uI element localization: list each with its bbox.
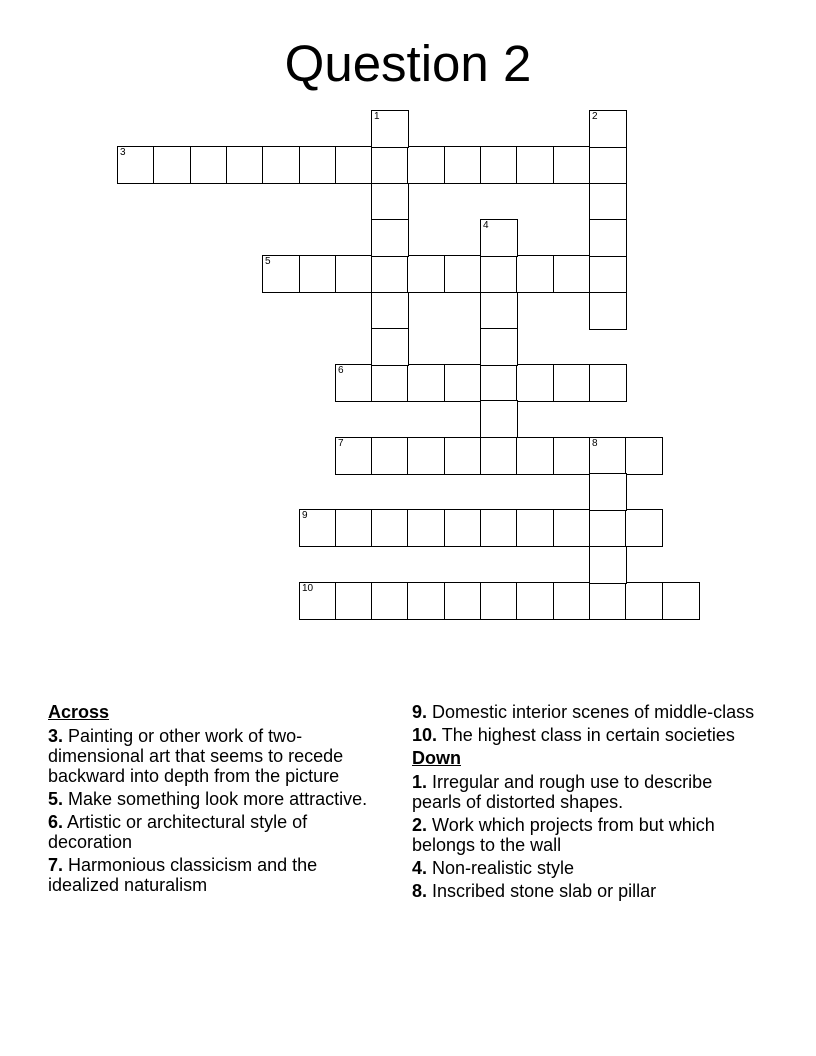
clue-text: The highest class in certain societies (441, 725, 735, 745)
grid-cell[interactable] (371, 146, 409, 184)
grid-cell[interactable] (516, 509, 554, 547)
grid-cell[interactable] (480, 146, 518, 184)
clue-number: 3. (48, 726, 64, 746)
grid-cell[interactable] (407, 146, 445, 184)
clue-down-2 (412, 815, 757, 855)
grid-cell[interactable] (335, 582, 373, 620)
grid-cell[interactable] (589, 146, 627, 184)
grid-cell[interactable] (589, 292, 627, 330)
clue-number: 8. (412, 881, 428, 901)
grid-cell[interactable] (407, 509, 445, 547)
grid-cell[interactable] (480, 328, 518, 366)
grid-cell[interactable] (480, 255, 518, 293)
cell-number: 10 (302, 583, 314, 594)
clue-text: Work which projects from but which belongs to the wall (412, 815, 715, 855)
cell-number: 9 (302, 510, 308, 521)
grid-cell[interactable] (589, 509, 627, 547)
clue-text: Make something look more attractive. (68, 789, 368, 809)
grid-cell[interactable] (589, 255, 627, 293)
grid-cell[interactable] (407, 364, 445, 402)
grid-cell[interactable] (371, 364, 409, 402)
grid-cell[interactable] (553, 255, 591, 293)
grid-cell[interactable] (190, 146, 228, 184)
grid-cell[interactable] (444, 364, 482, 402)
clue-number: 1. (412, 772, 428, 792)
grid-cell[interactable] (589, 437, 627, 475)
grid-cell[interactable] (299, 582, 337, 620)
grid-cell[interactable] (553, 582, 591, 620)
grid-cell[interactable] (299, 255, 337, 293)
clue-number: 5. (48, 789, 64, 809)
grid-cell[interactable] (625, 582, 663, 620)
grid-cell[interactable] (407, 582, 445, 620)
grid-cell[interactable] (335, 509, 373, 547)
grid-cell[interactable] (480, 400, 518, 438)
clue-number: 2. (412, 815, 428, 835)
grid-cell[interactable] (480, 582, 518, 620)
grid-cell[interactable] (589, 582, 627, 620)
clue-text: Domestic interior scenes of middle-class (432, 702, 755, 722)
clue-number: 9. (412, 702, 428, 722)
grid-cell[interactable] (117, 146, 155, 184)
cell-number: 6 (338, 365, 344, 376)
grid-cell[interactable] (371, 509, 409, 547)
grid-cell[interactable] (444, 437, 482, 475)
clue-across-5 (48, 789, 393, 809)
grid-cell[interactable] (480, 219, 518, 257)
clue-text: Irregular and rough use to describe pearls of distorted shapes. (412, 772, 713, 812)
clue-text: Harmonious classicism and the idealized naturalism (48, 855, 318, 895)
grid-cell[interactable] (335, 437, 373, 475)
clue-number: 6. (48, 812, 64, 832)
cell-number: 8 (592, 438, 598, 449)
clue-number: 7. (48, 855, 64, 875)
cell-number: 2 (592, 111, 598, 122)
grid-cell[interactable] (553, 509, 591, 547)
grid-cell[interactable] (553, 146, 591, 184)
clue-down-1 (412, 772, 757, 812)
clue-text: Inscribed stone slab or pillar (432, 881, 657, 901)
clue-number: 4. (412, 858, 428, 878)
down-heading: Down (412, 748, 461, 768)
grid-cell[interactable] (589, 364, 627, 402)
clue-across-3 (48, 726, 393, 786)
clue-down-4 (412, 858, 757, 878)
grid-cell[interactable] (335, 146, 373, 184)
clue-across-7 (48, 855, 393, 895)
clue-across-10 (412, 725, 757, 745)
cell-number: 5 (265, 256, 271, 267)
grid-cell[interactable] (516, 437, 554, 475)
grid-cell[interactable] (153, 146, 191, 184)
clue-text: Non-realistic style (432, 858, 575, 878)
grid-cell[interactable] (299, 509, 337, 547)
grid-cell[interactable] (371, 219, 409, 257)
grid-cell[interactable] (371, 328, 409, 366)
grid-cell[interactable] (480, 364, 518, 402)
page-title: Question 2 (284, 35, 532, 92)
clue-across-9 (412, 702, 757, 722)
grid-cell[interactable] (516, 582, 554, 620)
grid-cell[interactable] (226, 146, 264, 184)
grid-cell[interactable] (407, 437, 445, 475)
grid-cell[interactable] (371, 255, 409, 293)
cell-number: 4 (483, 220, 489, 231)
cell-number: 1 (374, 111, 380, 122)
grid-cell[interactable] (516, 146, 554, 184)
grid-cell[interactable] (480, 509, 518, 547)
clue-text: Artistic or architectural style of decoration (48, 812, 308, 852)
clue-number: 10. (412, 725, 438, 745)
grid-cell[interactable] (553, 437, 591, 475)
grid-cell[interactable] (444, 255, 482, 293)
grid-cell[interactable] (480, 437, 518, 475)
grid-cell[interactable] (262, 146, 300, 184)
grid-cell[interactable] (335, 364, 373, 402)
grid-cell[interactable] (662, 582, 700, 620)
grid-cell[interactable] (444, 509, 482, 547)
grid-cell[interactable] (589, 546, 627, 584)
grid-cell[interactable] (516, 255, 554, 293)
grid-cell[interactable] (371, 582, 409, 620)
grid-cell[interactable] (589, 110, 627, 148)
clue-across-6 (48, 812, 393, 852)
grid-cell[interactable] (553, 364, 591, 402)
grid-cell[interactable] (407, 255, 445, 293)
clues-left-column (48, 702, 393, 898)
clue-text: Painting or other work of two-dimensional art that seems to recede backward into depth from the picture (48, 726, 344, 786)
grid-cell[interactable] (589, 219, 627, 257)
clue-down-8 (412, 881, 757, 901)
cell-number: 3 (120, 147, 126, 158)
grid-cell[interactable] (589, 183, 627, 221)
cell-number: 7 (338, 438, 344, 449)
grid-cell[interactable] (299, 146, 337, 184)
grid-cell[interactable] (371, 437, 409, 475)
grid-cell[interactable] (335, 255, 373, 293)
grid-cell[interactable] (444, 582, 482, 620)
grid-cell[interactable] (625, 509, 663, 547)
grid-cell[interactable] (516, 364, 554, 402)
grid-cell[interactable] (444, 146, 482, 184)
grid-cell[interactable] (262, 255, 300, 293)
grid-cell[interactable] (480, 292, 518, 330)
clues-right-column (412, 702, 757, 904)
grid-cell[interactable] (371, 292, 409, 330)
grid-cell[interactable] (371, 110, 409, 148)
across-heading: Across (48, 702, 110, 722)
grid-cell[interactable] (371, 183, 409, 221)
grid-cell[interactable] (625, 437, 663, 475)
grid-cell[interactable] (589, 473, 627, 511)
